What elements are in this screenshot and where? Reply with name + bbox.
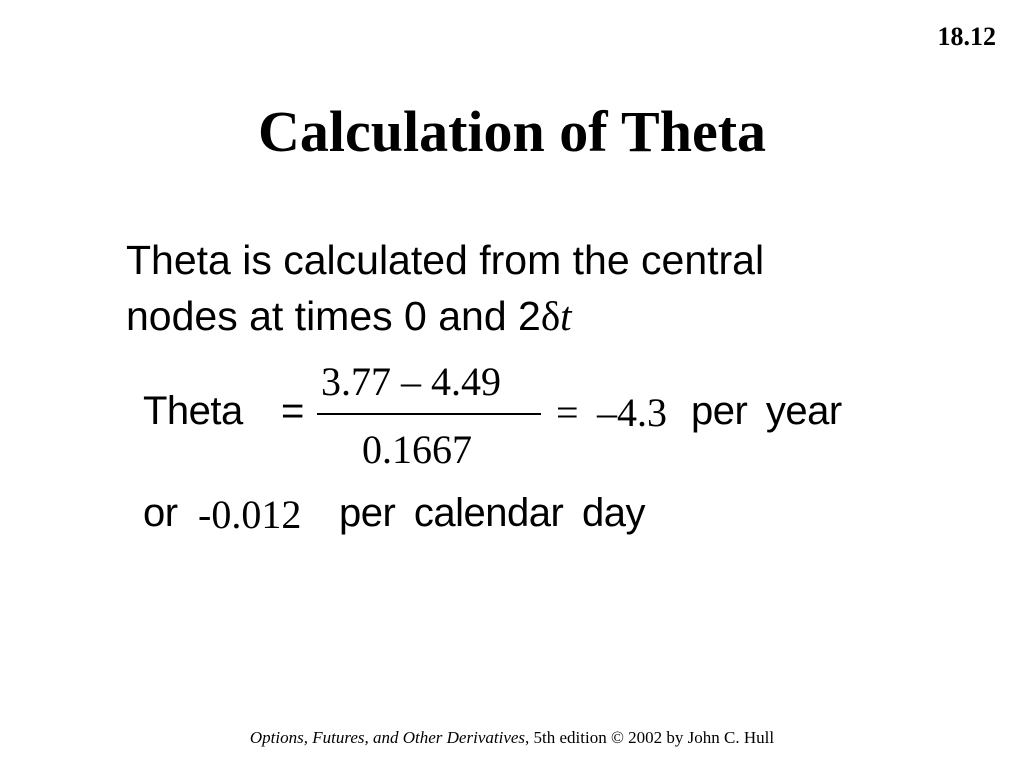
intro-line-1: Theta is calculated from the central xyxy=(126,237,765,283)
t-variable: t xyxy=(560,293,572,339)
equation-lhs: Theta xyxy=(143,389,243,433)
fraction-bar xyxy=(317,413,541,415)
footer-citation xyxy=(0,728,1024,748)
equation-result: –4.3 xyxy=(597,390,667,435)
equation-equals-2: = xyxy=(556,390,579,435)
intro-line-2 xyxy=(126,288,764,344)
equation-unit: per year xyxy=(691,389,842,433)
intro-line-2-text: nodes at times 0 and 2 xyxy=(126,293,541,339)
delta-symbol: δ xyxy=(540,293,561,339)
footer-book-title: Options, Futures, and Other Derivatives xyxy=(249,728,526,747)
alt-unit: per calendar day xyxy=(339,491,645,535)
alt-prefix: or xyxy=(143,491,178,535)
footer-edition: , 5th edition © 2002 by John C. Hull xyxy=(525,728,775,747)
fraction-denominator: 0.1667 xyxy=(362,427,472,472)
alt-value: -0.012 xyxy=(198,492,302,537)
slide-number: 18.12 xyxy=(937,22,996,51)
equation-equals: = xyxy=(281,389,304,433)
slide-title: Calculation of Theta xyxy=(257,99,767,164)
fraction-numerator: 3.77 – 4.49 xyxy=(321,359,501,404)
intro-text xyxy=(126,232,764,344)
